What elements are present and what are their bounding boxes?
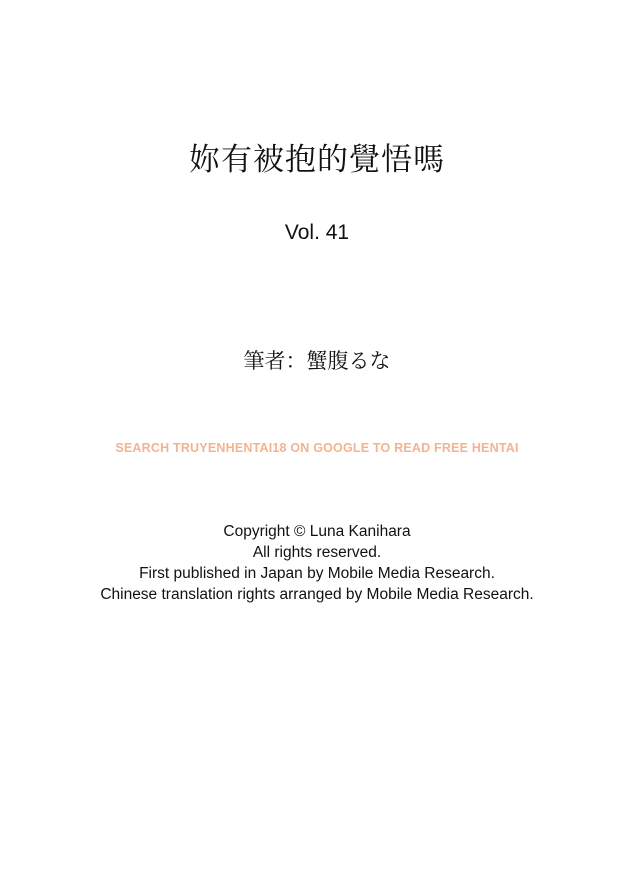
author-credit: 筆者：蟹腹るな [243, 349, 391, 373]
publication-line: First published in Japan by Mobile Media Research. [139, 565, 495, 582]
copyright-notice [0, 521, 634, 605]
rights-line: All rights reserved. [252, 544, 382, 561]
volume-number: Vol. 41 [284, 221, 350, 244]
copyright-line: Copyright © Luna Kanihara [223, 523, 411, 540]
watermark-text: SEARCH TRUYENHENTAI18 ON GOOGLE TO READ FREE HENTAI [115, 441, 519, 455]
book-title: 妳有被抱的覺悟嗎 [189, 142, 445, 178]
translation-rights-line: Chinese translation rights arranged by Mobile Media Research. [100, 586, 534, 603]
